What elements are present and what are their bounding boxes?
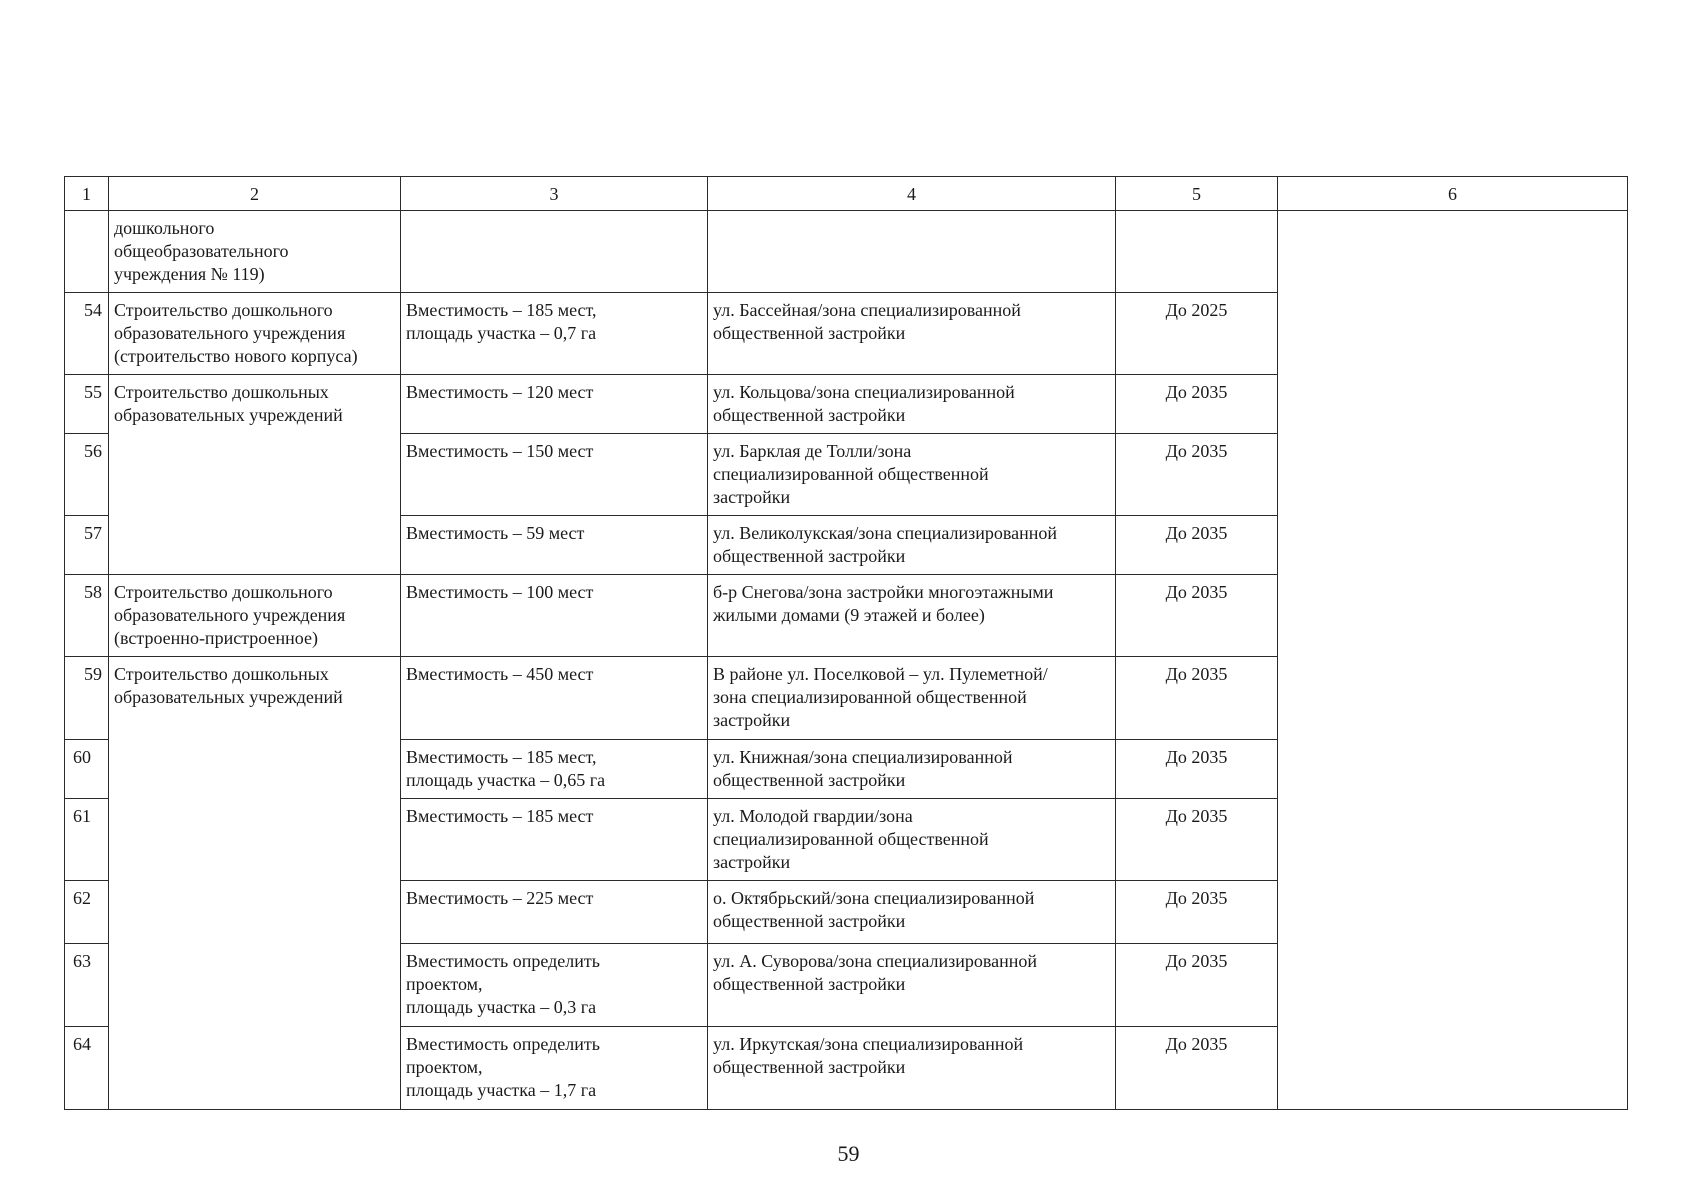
parameters-cell: Вместимость – 185 мест, площадь участка – 0,65 га	[401, 740, 708, 799]
parameters-cell: Вместимость – 150 мест	[401, 434, 708, 516]
location-cell: ул. Великолукская/зона специализированной общественной застройки	[708, 516, 1116, 575]
row-number-cell: 61	[65, 799, 109, 881]
term-cell: До 2035	[1116, 1027, 1278, 1110]
header-cell-4: 4	[708, 177, 1116, 211]
row-number-cell: 59	[65, 657, 109, 740]
location-cell: ул. А. Суворова/зона специализированной общественной застройки	[708, 944, 1116, 1027]
location-cell	[708, 211, 1116, 293]
term-cell: До 2035	[1116, 575, 1278, 657]
term-cell: До 2035	[1116, 740, 1278, 799]
object-name-cell: дошкольного общеобразовательного учреждения № 119)	[109, 211, 401, 293]
object-name-cell: Строительство дошкольных образовательных учреждений	[109, 375, 401, 575]
notes-column-cell	[1278, 211, 1628, 1110]
header-row	[65, 177, 1628, 211]
object-name-cell: Строительство дошкольных образовательных учреждений	[109, 657, 401, 1110]
planning-table	[64, 176, 1628, 1110]
object-name-cell: Строительство дошкольного образовательного учреждения (строительство нового корпуса)	[109, 293, 401, 375]
location-cell: ул. Барклая де Толли/зона специализированной общественной застройки	[708, 434, 1116, 516]
object-name-cell: Строительство дошкольного образовательного учреждения (встроенно-пристроенное)	[109, 575, 401, 657]
header-cell-1: 1	[65, 177, 109, 211]
parameters-cell: Вместимость – 225 мест	[401, 881, 708, 944]
term-cell: До 2035	[1116, 375, 1278, 434]
parameters-cell	[401, 211, 708, 293]
row-number-cell: 64	[65, 1027, 109, 1110]
parameters-cell: Вместимость – 100 мест	[401, 575, 708, 657]
row-number-cell: 60	[65, 740, 109, 799]
parameters-cell: Вместимость – 59 мест	[401, 516, 708, 575]
header-cell-5: 5	[1116, 177, 1278, 211]
row-number-cell: 56	[65, 434, 109, 516]
row-number-cell: 57	[65, 516, 109, 575]
term-cell: До 2035	[1116, 944, 1278, 1027]
header-cell-6: 6	[1278, 177, 1628, 211]
term-cell: До 2035	[1116, 881, 1278, 944]
parameters-cell: Вместимость – 185 мест, площадь участка – 0,7 га	[401, 293, 708, 375]
location-cell: ул. Кольцова/зона специализированной общественной застройки	[708, 375, 1116, 434]
term-cell	[1116, 211, 1278, 293]
term-cell: До 2025	[1116, 293, 1278, 375]
location-cell: В районе ул. Поселковой – ул. Пулеметной/ зона специализированной общественной застройки	[708, 657, 1116, 740]
parameters-cell: Вместимость определить проектом, площадь участка – 0,3 га	[401, 944, 708, 1027]
location-cell: ул. Молодой гвардии/зона специализированной общественной застройки	[708, 799, 1116, 881]
term-cell: До 2035	[1116, 434, 1278, 516]
term-cell: До 2035	[1116, 516, 1278, 575]
row-number-cell: 55	[65, 375, 109, 434]
header-cell-2: 2	[109, 177, 401, 211]
table-row-continued	[65, 211, 1628, 293]
location-cell: о. Октябрьский/зона специализированной общественной застройки	[708, 881, 1116, 944]
term-cell: До 2035	[1116, 799, 1278, 881]
header-cell-3: 3	[401, 177, 708, 211]
term-cell: До 2035	[1116, 657, 1278, 740]
row-number-cell: 58	[65, 575, 109, 657]
row-number-cell: 62	[65, 881, 109, 944]
row-number-cell: 54	[65, 293, 109, 375]
parameters-cell: Вместимость определить проектом, площадь участка – 1,7 га	[401, 1027, 708, 1110]
parameters-cell: Вместимость – 185 мест	[401, 799, 708, 881]
page-number: 59	[837, 1141, 860, 1166]
row-number-cell	[65, 211, 109, 293]
location-cell: ул. Иркутская/зона специализированной общественной застройки	[708, 1027, 1116, 1110]
parameters-cell: Вместимость – 450 мест	[401, 657, 708, 740]
parameters-cell: Вместимость – 120 мест	[401, 375, 708, 434]
location-cell: ул. Бассейная/зона специализированной общественной застройки	[708, 293, 1116, 375]
location-cell: б-р Снегова/зона застройки многоэтажными жилыми домами (9 этажей и более)	[708, 575, 1116, 657]
row-number-cell: 63	[65, 944, 109, 1027]
location-cell: ул. Книжная/зона специализированной общественной застройки	[708, 740, 1116, 799]
